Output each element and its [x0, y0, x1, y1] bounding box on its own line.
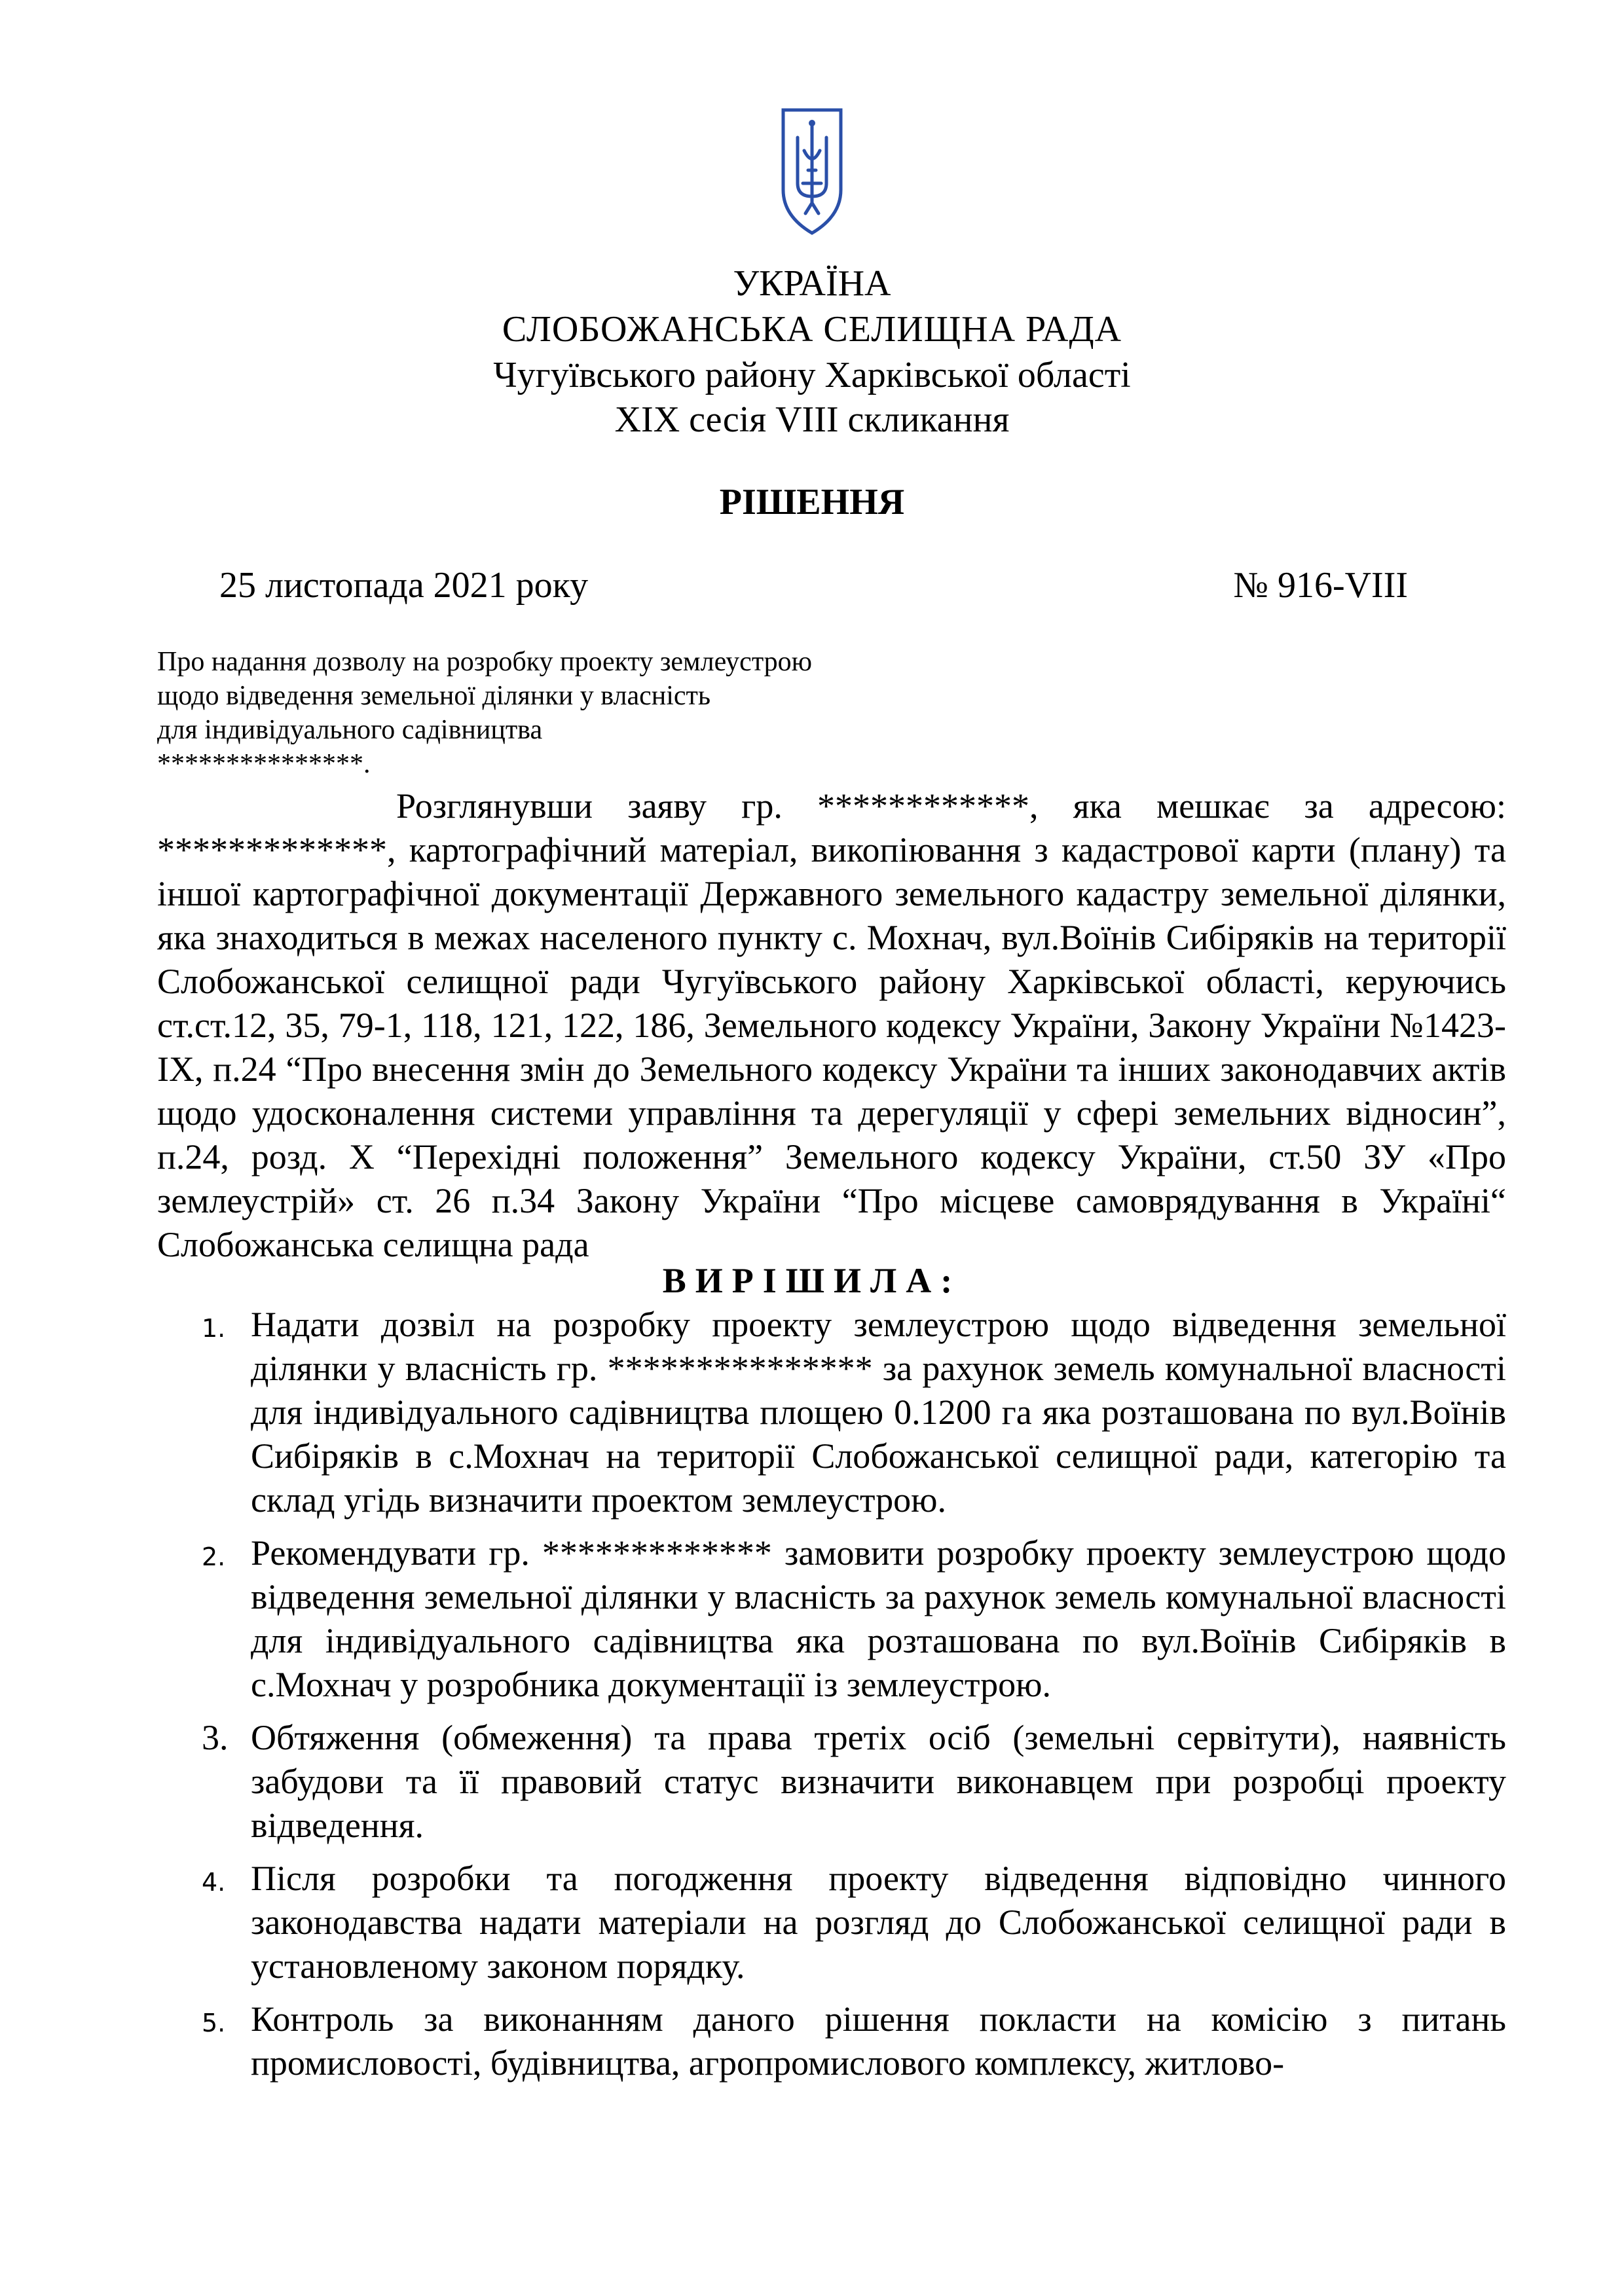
list-item [157, 1531, 1506, 1707]
decision-subject [157, 645, 1074, 781]
decision-number: № 916-VIII [1233, 565, 1408, 606]
subject-line: Про надання дозволу на розробку проекту землеустрою [157, 647, 813, 677]
subject-line: для індивідуального садівництва [157, 715, 543, 745]
header-country: УКРАЇНА [733, 263, 891, 304]
item-text: Контроль за виконанням даного рішення покласти на комісію з питань промисловості, будівництва, агропромислового комплексу, житлово- [251, 1999, 1506, 2083]
header-session: XIX сесія VIII скликання [614, 399, 1010, 440]
header-district: Чугуївського району Харківської області [493, 355, 1131, 395]
header-council: СЛОБОЖАНСЬКА СЕЛИЩНА РАДА [502, 309, 1122, 350]
list-item [157, 1997, 1506, 2085]
coat-of-arms-icon [779, 105, 845, 236]
document-title: РІШЕННЯ [719, 482, 905, 522]
item-number: 5. [202, 2009, 226, 2037]
decided-heading: ВИРІШИЛА: [662, 1261, 962, 1300]
preamble-text: Розглянувши заяву гр. ************, яка мешкає за адресою: *************, картографічний матеріал, викопіювання з кадастрової карти (плану) та іншої картографічної документації Державного земельного кадастру земельної ділянки, яка знаходиться в межах населеного пункту с. Мохнач, вул.Воїнів Сибіряків на території Слобожанської селищної ради Чугуївського району Харківської області, керуючись ст.ст.12, 35, 79-1, 118, 121, 122, 186, Земельного кодексу України, Закону України №1423-IX, п.24 “Про внесення змін до Земельного кодексу України та інших законодавчих актів щодо удосконалення системи управління та дерегуляції у сфері земельних відносин”, п.24, розд. X “Перехідні положення” Земельного кодексу України, ст.50 ЗУ «Про землеустрій» ст. 26 п.34 Закону України “Про місцеве самоврядування в Україні“ Слобожанська селищна рада [157, 786, 1506, 1264]
item-number: 2. [202, 1542, 226, 1571]
subject-line: ***************. [157, 749, 371, 779]
list-item [157, 1857, 1506, 1988]
item-number: 4. [202, 1868, 226, 1897]
item-text: Після розробки та погодження проекту відведення відповідно чинного законодавства надати матеріали на розгляд до Слобожанської селищної ради в установленому законом порядку. [251, 1859, 1506, 1986]
list-item [157, 1716, 1506, 1848]
preamble-paragraph [157, 784, 1506, 1267]
decision-items [157, 1303, 1506, 2094]
subject-line: щодо відведення земельної ділянки у власність [157, 681, 711, 711]
item-number: 1. [202, 1314, 226, 1343]
item-text: Рекомендувати гр. ************* замовити розробку проекту землеустрою щодо відведення земельної ділянки у власність за рахунок земель комунальної власності для індивідуального садівництва яка розташована по вул.Воїнів Сибіряків в с.Мохнач у розробника документації із землеустрою. [251, 1533, 1506, 1704]
decision-date: 25 листопада 2021 року [219, 565, 589, 606]
item-text: Обтяження (обмеження) та права третіх осіб (земельні сервітути), наявність забудови та її правовий статус визначити виконавцем при розробці проекту відведення. [251, 1718, 1506, 1845]
item-number: 3. [202, 1718, 229, 1757]
list-item [157, 1303, 1506, 1522]
item-text: Надати дозвіл на розробку проекту землеустрою щодо відведення земельної ділянки у власність гр. *************** за рахунок земель комунальної власності для індивідуального садівництва площею 0.1200 га яка розташована по вул.Воїнів Сибіряків в с.Мохнач на території Слобожанської селищної ради, категорію та склад угідь визначити проектом землеустрою. [251, 1305, 1506, 1520]
